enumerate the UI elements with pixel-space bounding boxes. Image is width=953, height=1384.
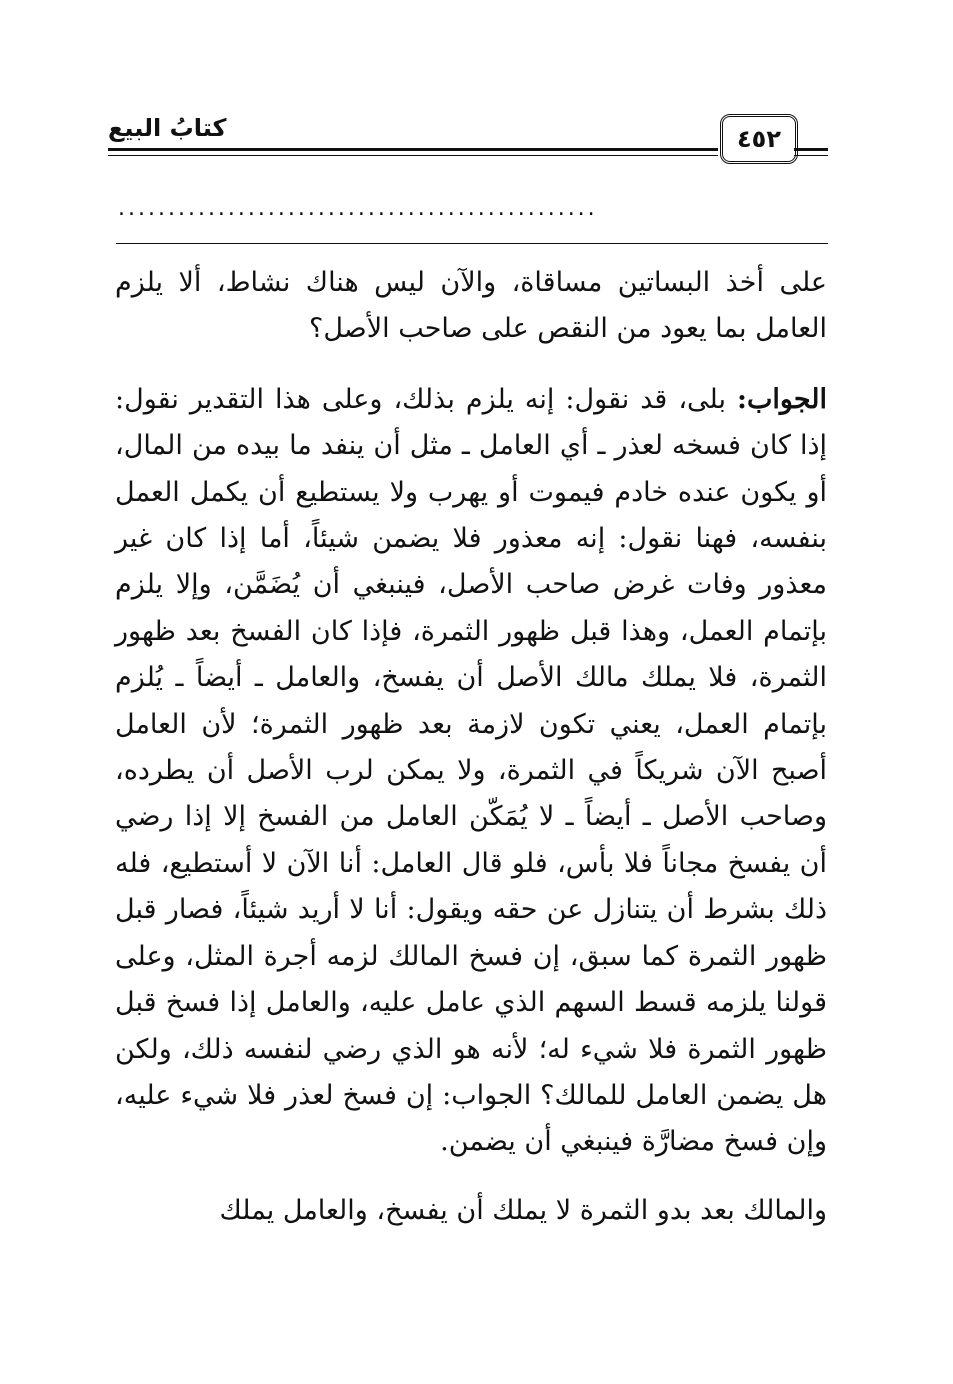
paragraph-answer: [115, 377, 827, 1166]
header-rule-right: [794, 148, 828, 151]
answer-label: الجواب:: [737, 383, 827, 415]
header-rule-right-thin: [794, 155, 828, 156]
header-rule-left: [108, 148, 718, 151]
divider-line: [116, 243, 828, 244]
dotted-separator: ................................................: [118, 196, 598, 221]
paragraph-question: على أخذ البساتين مساقاة، والآن ليس هناك نشاط، ألا يلزم العامل بما يعود من النقص على صاحب الأصل؟: [115, 267, 827, 345]
page-body: [115, 260, 827, 1234]
page-number: ٤٥٢: [720, 114, 798, 164]
book-title: كتابُ البيع: [108, 114, 227, 142]
answer-text: بلى، قد نقول: إنه يلزم بذلك، وعلى هذا التقدير نقول: إذا كان فسخه لعذر ـ أي العامل ـ مثل أن ينفد ما بيده من المال، أو يكون عنده خادم فيموت أو يهرب ولا يستطيع أن يكمل العمل بنفسه، فهنا نقول: إنه معذور فلا يضمن شيئاً، أما إذا كان غير معذور وفات غرض صاحب الأصل، فينبغي أن يُضَمَّن، وإلا يلزم بإتمام العمل، وهذا قبل ظهور الثمرة، فإذا كان الفسخ بعد ظهور الثمرة، فلا يملك مالك الأصل أن يفسخ، والعامل ـ أيضاً ـ يُلزم بإتمام العمل، يعني تكون لازمة بعد ظهور الثمرة؛ لأن العامل أصبح الآن شريكاً في الثمرة، ولا يمكن لرب الأصل أن يطرده، وصاحب الأصل ـ أيضاً ـ لا يُمَكّن العامل من الفسخ إلا إذا رضي أن يفسخ مجاناً فلا بأس، فلو قال العامل: أنا الآن لا أستطيع، فله ذلك بشرط أن يتنازل عن حقه ويقول: أنا لا أريد شيئاً، فصار قبل ظهور الثمرة كما سبق، إن فسخ المالك لزمه أجرة المثل، وعلى قولنا يلزمه قسط السهم الذي عامل عليه، والعامل إذا فسخ قبل ظهور الثمرة فلا شيء له؛ لأنه هو الذي رضي لنفسه ذلك، ولكن هل يضمن العامل للمالك؟ الجواب: إن فسخ لعذر فلا شيء عليه، وإن فسخ مضارَّة فينبغي أن يضمن.: [115, 383, 827, 1158]
page-header: [108, 108, 828, 164]
header-rule-left-thin: [108, 155, 718, 156]
paragraph-continuation: والمالك بعد بدو الثمرة لا يملك أن يفسخ، والعامل يملك: [219, 1194, 827, 1226]
